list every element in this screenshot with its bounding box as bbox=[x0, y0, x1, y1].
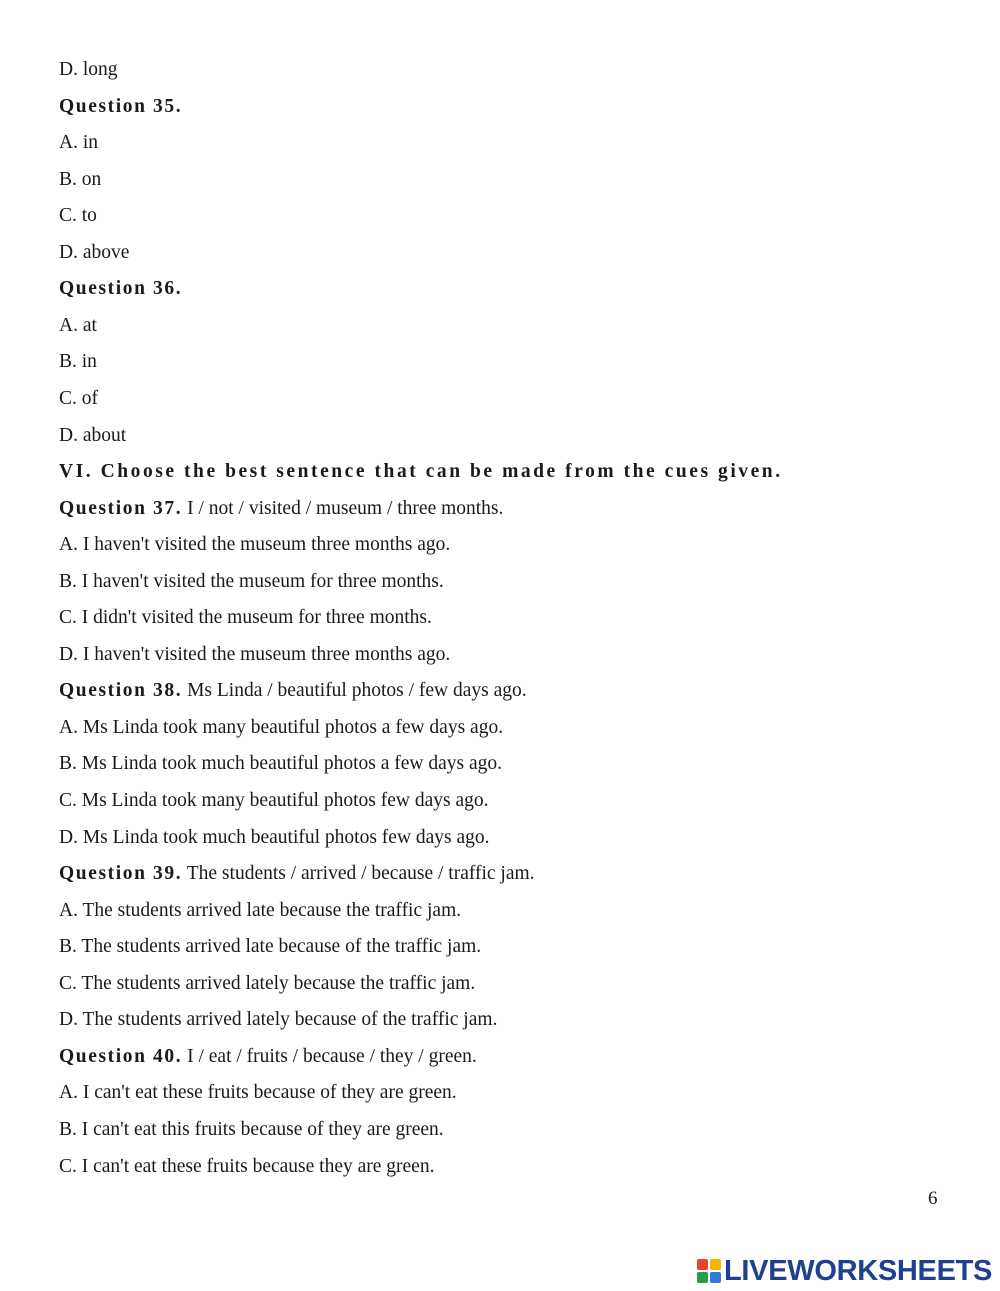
logo-tile-e bbox=[710, 1272, 721, 1283]
answer-option: C. I didn't visited the museum for three months. bbox=[59, 607, 432, 628]
answer-option: B. on bbox=[59, 169, 102, 190]
question-line bbox=[59, 862, 535, 886]
answer-option: B. in bbox=[59, 351, 97, 372]
question-cues: The students / arrived / because / traffic jam. bbox=[182, 863, 535, 884]
answer-option: C. The students arrived lately because the traffic jam. bbox=[59, 973, 476, 994]
answer-option: D. I haven't visited the museum three months ago. bbox=[59, 644, 451, 665]
question-line bbox=[59, 679, 527, 703]
logo-tile-v bbox=[697, 1272, 708, 1283]
answer-option: C. to bbox=[59, 205, 97, 226]
logo-tile-i bbox=[710, 1259, 721, 1270]
question-number: Question 38. bbox=[59, 680, 183, 701]
answer-option: D. about bbox=[59, 425, 127, 446]
answer-option: B. Ms Linda took much beautiful photos a few days ago. bbox=[59, 753, 503, 774]
answer-option: D. Ms Linda took much beautiful photos few days ago. bbox=[59, 827, 490, 848]
answer-option: A. Ms Linda took many beautiful photos a few days ago. bbox=[59, 717, 504, 738]
question-number: Question 40. bbox=[59, 1046, 183, 1067]
question-line bbox=[59, 497, 503, 521]
question-line bbox=[59, 277, 182, 301]
answer-option: B. I can't eat this fruits because of they are green. bbox=[59, 1119, 444, 1140]
answer-option: A. I haven't visited the museum three months ago. bbox=[59, 534, 451, 555]
question-line bbox=[59, 95, 182, 119]
answer-option: D. above bbox=[59, 242, 130, 263]
page-number: 6 bbox=[928, 1188, 938, 1209]
answer-option: C. I can't eat these fruits because they are green. bbox=[59, 1156, 435, 1177]
answer-option: B. The students arrived late because of the traffic jam. bbox=[59, 936, 482, 957]
question-line bbox=[59, 1045, 477, 1069]
brand-name: LIVEWORKSHEETS bbox=[724, 1254, 993, 1287]
question-number: Question 35. bbox=[59, 96, 183, 117]
question-number: Question 37. bbox=[59, 498, 183, 519]
answer-option: D. The students arrived lately because of the traffic jam. bbox=[59, 1009, 498, 1030]
question-cues: I / not / visited / museum / three months. bbox=[182, 498, 504, 519]
answer-option: A. in bbox=[59, 132, 98, 153]
answer-option: A. I can't eat these fruits because of they are green. bbox=[59, 1082, 457, 1103]
answer-option: A. The students arrived late because the traffic jam. bbox=[59, 900, 462, 921]
question-cues: Ms Linda / beautiful photos / few days ago. bbox=[182, 680, 527, 701]
answer-option: C. of bbox=[59, 388, 98, 409]
section-heading: VI. Choose the best sentence that can be made from the cues given. bbox=[59, 461, 783, 482]
liveworksheets-icon bbox=[697, 1259, 721, 1283]
liveworksheets-logo[interactable] bbox=[697, 1254, 992, 1288]
answer-option: D. long bbox=[59, 59, 118, 80]
answer-option: A. at bbox=[59, 315, 97, 336]
answer-option: C. Ms Linda took many beautiful photos few days ago. bbox=[59, 790, 489, 811]
question-cues: I / eat / fruits / because / they / green. bbox=[182, 1046, 477, 1067]
question-number: Question 39. bbox=[59, 863, 183, 884]
question-number: Question 36. bbox=[59, 278, 183, 299]
answer-option: B. I haven't visited the museum for three months. bbox=[59, 571, 444, 592]
logo-tile-l bbox=[697, 1259, 708, 1270]
